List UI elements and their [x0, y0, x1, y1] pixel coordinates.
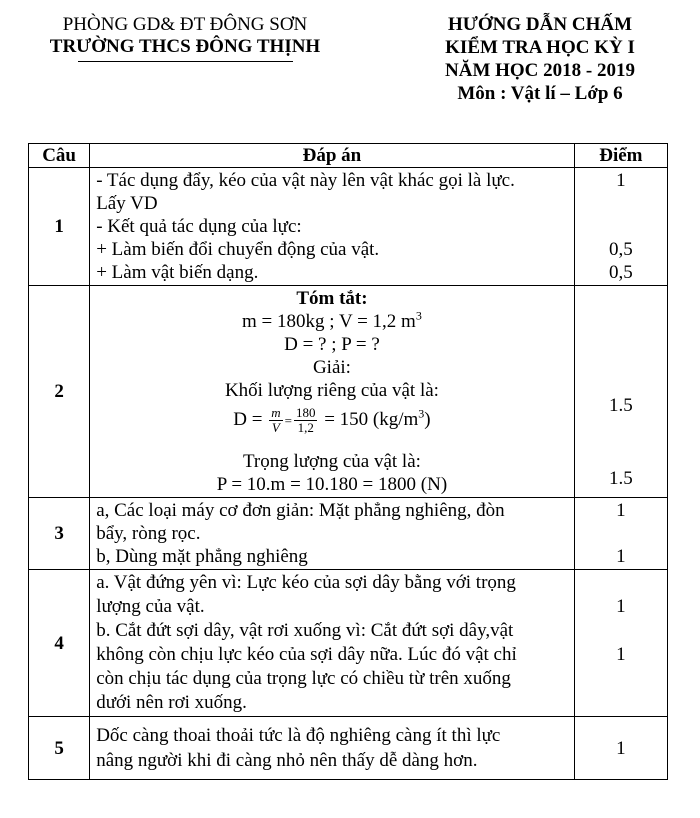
answer-line: b, Dùng mặt phẳng nghiêng [96, 546, 308, 567]
density-formula: D = $\frac{m}{V}$ = $\frac{180}{1,2}$ = 150 $(kg/m^3)$ [233, 405, 431, 436]
answer-cell [90, 168, 575, 286]
answer-line: lượng của vật. [96, 596, 205, 617]
point-value: 1 [616, 644, 626, 665]
document-title: HƯỚNG DẪN CHẤM [448, 14, 632, 35]
school-name: TRƯỜNG THCS ĐÔNG THỊNH [49, 36, 321, 57]
point-value [581, 215, 661, 238]
school-header [20, 14, 350, 62]
question-number: 3 [29, 498, 90, 570]
table-row [29, 286, 668, 498]
table-row [29, 717, 668, 780]
point-value [581, 192, 661, 215]
table-row [29, 570, 668, 717]
answer-line: Dốc càng thoai thoải tức là độ nghiêng càng ít thì lực [96, 725, 501, 746]
points-cell [574, 570, 667, 717]
table-row [29, 168, 668, 286]
answer-line: a. Vật đứng yên vì: Lực kéo của sợi dây bằng với trọng [96, 572, 516, 593]
point-value: 1 [616, 170, 626, 191]
answer-line: còn chịu tác dụng của trọng lực có chiều từ trên xuống [96, 668, 511, 689]
table-row [29, 498, 668, 570]
answer-line: - Kết quả tác dụng của lực: [96, 216, 302, 237]
given-exponent: 3 [415, 308, 422, 323]
density-exponent: 3 [418, 406, 425, 421]
table-header-row [29, 144, 668, 168]
density-prefix: D = [233, 409, 263, 430]
fraction-m-over-v [269, 406, 282, 435]
fraction-numerator: m [271, 405, 281, 421]
density-result-end: ) [424, 409, 431, 430]
solution-title: Giải: [312, 357, 351, 378]
point-value: 1 [616, 596, 626, 617]
answer-line: + Làm biến đổi chuyển động của vật. [96, 239, 380, 260]
answer-cell [90, 498, 575, 570]
answer-cell [90, 717, 575, 780]
fraction-values [294, 406, 318, 435]
fraction-numerator: 180 [295, 405, 316, 421]
answer-line: - Tác dụng đẩy, kéo của vật này lên vật khác gọi là lực. [96, 170, 515, 191]
question-number: 4 [29, 570, 90, 717]
header-answer: Đáp án [90, 144, 575, 168]
school-year: NĂM HỌC 2018 - 2019 [445, 60, 635, 81]
density-result: = 150 (kg/m [324, 409, 419, 430]
fraction-denominator: 1,2 [297, 420, 314, 436]
answer-cell [90, 286, 575, 498]
point-value: 1 [616, 500, 626, 521]
weight-formula: P = 10.m = 10.180 = 1800 (N) [216, 474, 448, 495]
question-number: 5 [29, 717, 90, 780]
question-number: 1 [29, 168, 90, 286]
spacer [581, 294, 661, 394]
point-value [581, 522, 661, 545]
point-value: 1.5 [608, 467, 633, 489]
given-text: m = 180kg ; V = 1,2 m [242, 311, 416, 332]
exam-name: KIỂM TRA HỌC KỲ I [445, 37, 635, 58]
answer-line: nâng người khi đi càng nhỏ nên thấy dễ dàng hơn. [96, 750, 478, 771]
summary-title: Tóm tắt: [296, 288, 368, 309]
answer-cell [90, 570, 575, 717]
fraction-denominator: V [271, 420, 280, 436]
answer-line: dưới nên rơi xuống. [96, 692, 247, 713]
answer-line: + Làm vật biến dạng. [96, 262, 259, 283]
answer-line: b. Cắt đứt sợi dây, vật rơi xuống vì: Cắt đứt sợi dây,vật [96, 620, 514, 641]
answer-table [28, 143, 668, 780]
header-question: Câu [29, 144, 90, 168]
answer-line: a, Các loại máy cơ đơn giản: Mặt phẳng nghiêng, đòn [96, 500, 505, 521]
point-value: 1 [574, 717, 667, 780]
department-name: PHÒNG GD& ĐT ĐÔNG SƠN [62, 14, 308, 35]
header-underline [78, 61, 293, 62]
header-points: Điểm [574, 144, 667, 168]
given-values [96, 310, 568, 333]
point-value [581, 667, 661, 691]
question-number: 2 [29, 286, 90, 498]
point-value: 0,5 [608, 262, 633, 283]
answer-line: không còn chịu lực kéo của sợi dây nữa. Lúc đó vật chỉ [96, 644, 517, 665]
weight-label: Trọng lượng của vật là: [242, 451, 421, 472]
points-cell [574, 286, 667, 498]
point-value: 0,5 [608, 239, 633, 260]
point-value: 1.5 [608, 394, 633, 416]
point-value [581, 571, 661, 595]
unknowns: D = ? ; P = ? [284, 334, 380, 355]
points-cell [574, 168, 667, 286]
subject-grade: Môn : Vật lí – Lớp 6 [457, 83, 623, 104]
point-value: 1 [616, 546, 626, 567]
document-title-block [390, 14, 690, 106]
spacer [581, 417, 661, 467]
spacer [96, 438, 568, 450]
point-value [581, 691, 661, 715]
points-cell [574, 498, 667, 570]
answer-line: Lấy VD [96, 193, 158, 214]
point-value [581, 619, 661, 643]
density-label: Khối lượng riêng của vật là: [224, 380, 439, 401]
answer-line: bẩy, ròng rọc. [96, 523, 201, 544]
